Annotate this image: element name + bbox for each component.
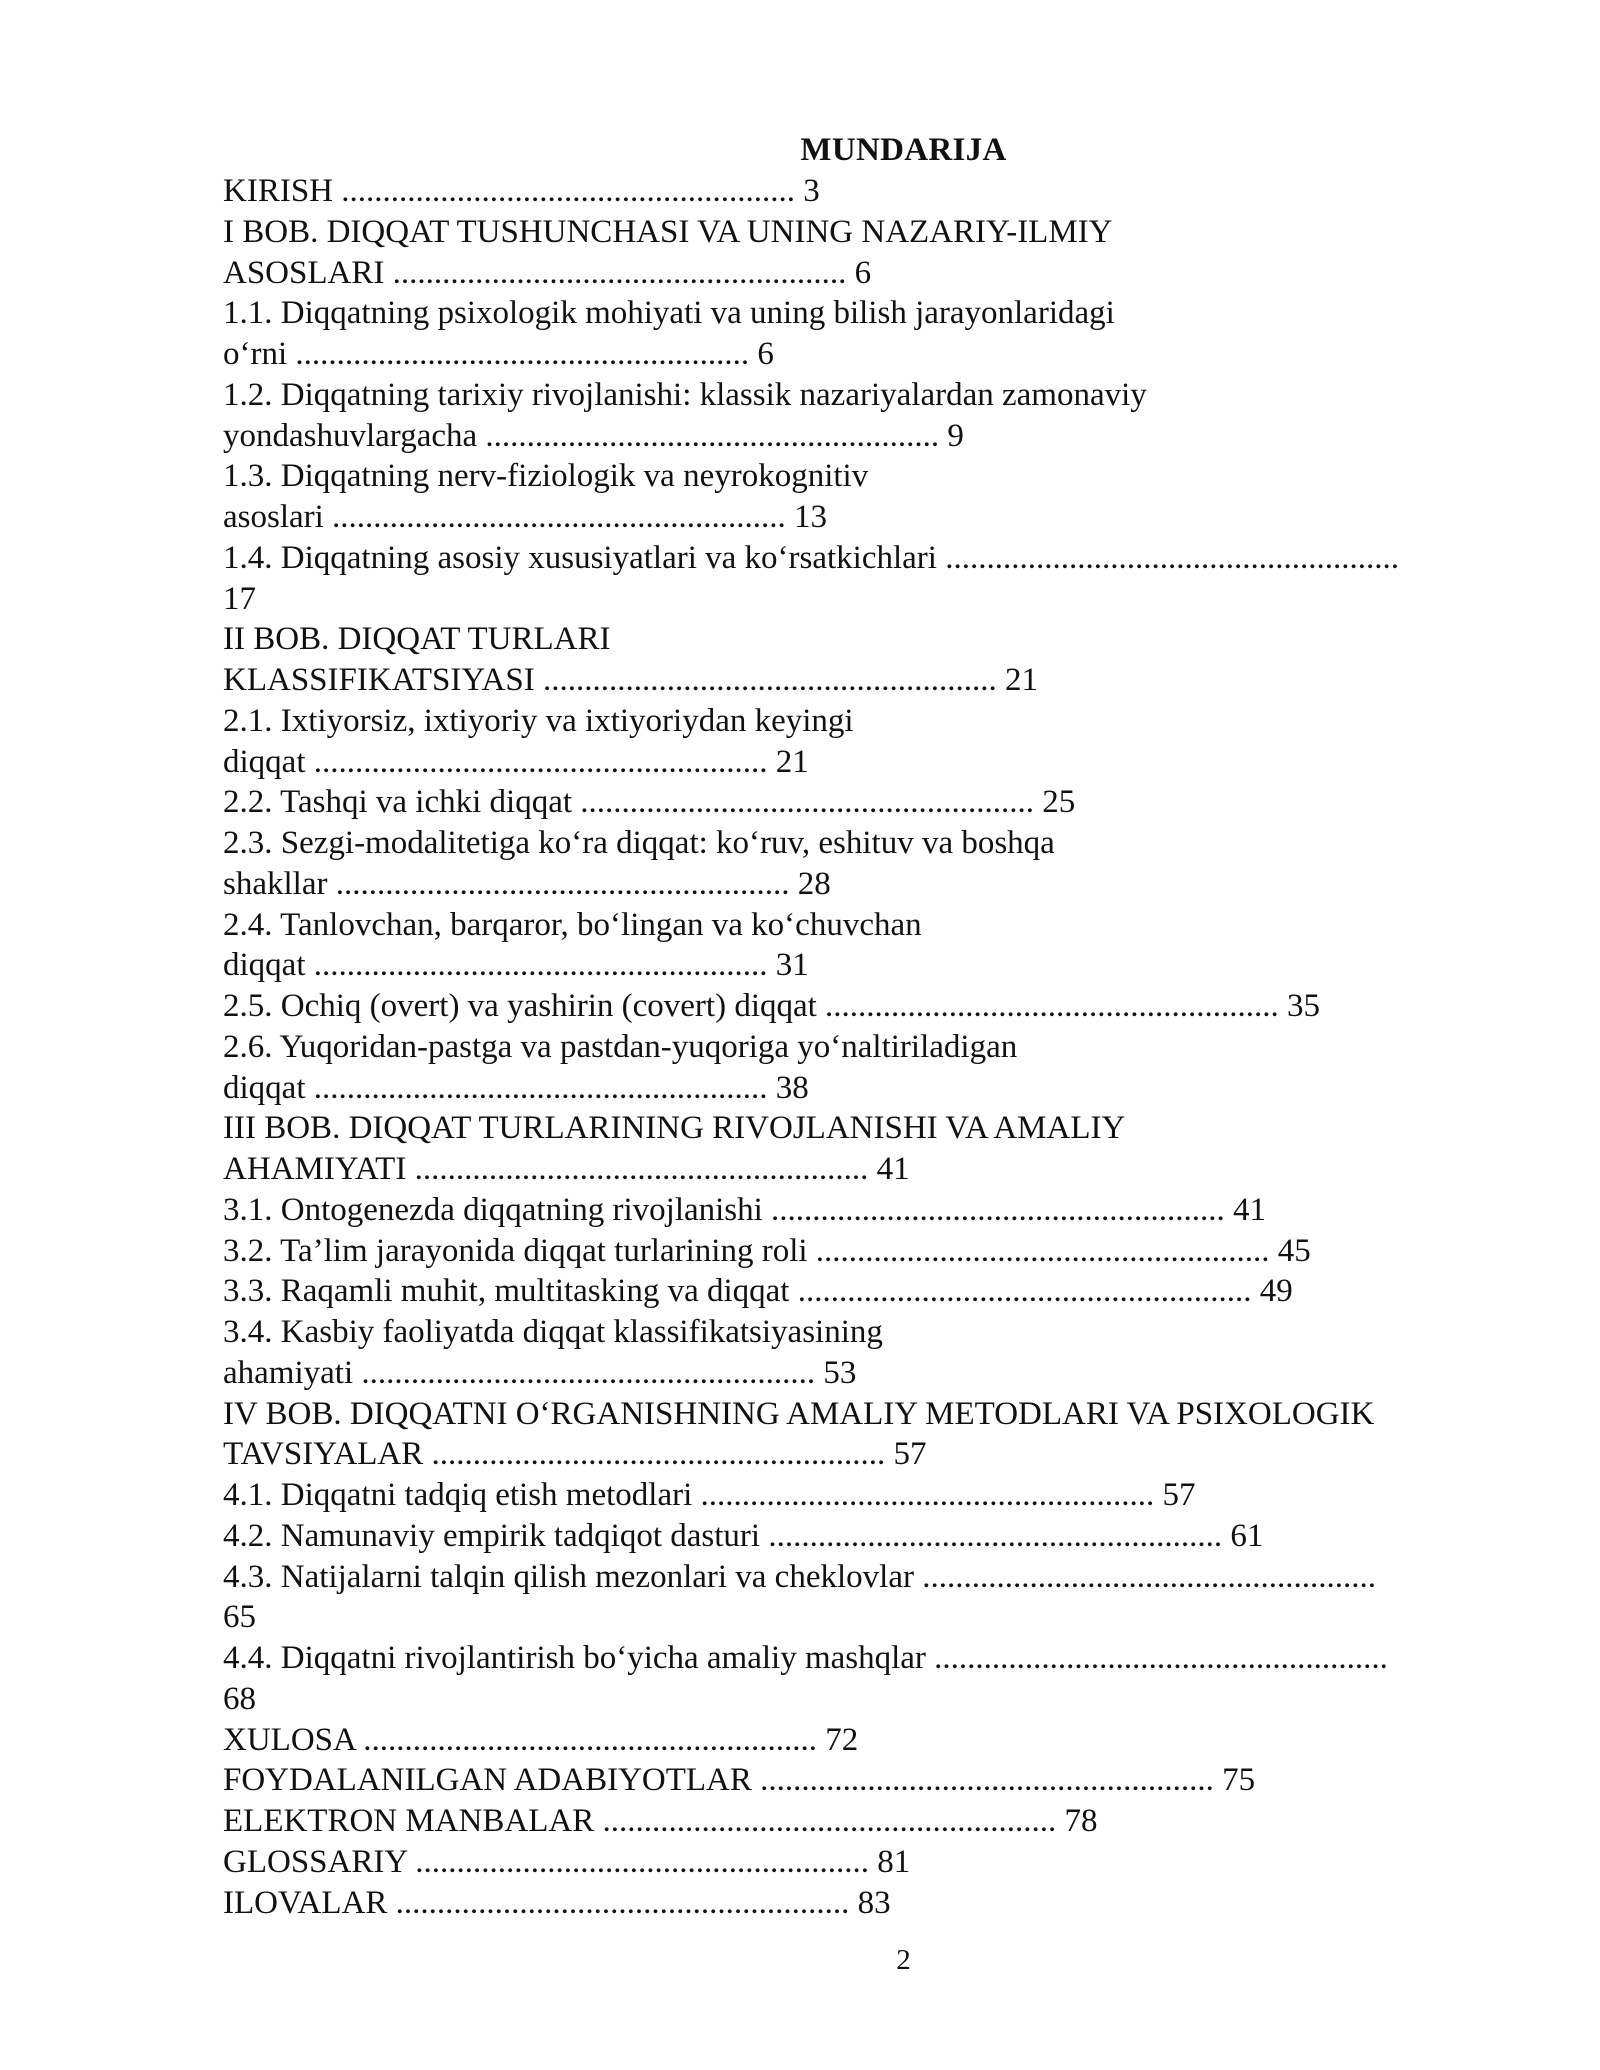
- page-number: 2: [896, 1944, 911, 1976]
- toc-line: 1.1. Diqqatning psixologik mohiyati va uning bilish jarayonlaridagi: [223, 295, 1115, 332]
- toc-line: 3.2. Ta’lim jarayonida diqqat turlarining roli ....................................................... 45: [223, 1232, 1311, 1269]
- toc-line: 4.2. Namunaviy empirik tadqiqot dasturi ....................................................... 61: [223, 1517, 1264, 1554]
- toc-line: 4.1. Diqqatni tadqiq etish metodlari ....................................................... 57: [223, 1477, 1196, 1513]
- table-of-contents: [223, 171, 1513, 1923]
- toc-line: yondashuvlargacha ....................................................... 9: [223, 417, 964, 454]
- toc-line: 2.5. Ochiq (overt) va yashirin (covert) diqqat ....................................................... 35: [223, 988, 1321, 1024]
- toc-line: IV BOB. DIQQATNI O‘RGANISHNING AMALIY METODLARI VA PSIXOLOGIK: [223, 1395, 1375, 1432]
- toc-line: ASOSLARI ....................................................... 6: [223, 254, 872, 291]
- toc-line: 2.3. Sezgi-modalitetiga ko‘ra diqqat: ko‘ruv, eshituv va boshqa: [223, 825, 1055, 861]
- toc-line: 17: [223, 580, 256, 617]
- toc-line: 1.3. Diqqatning nerv-fiziologik va neyrokognitiv: [223, 458, 869, 495]
- toc-line: XULOSA ....................................................... 72: [223, 1721, 859, 1758]
- toc-line: 2.2. Tashqi va ichki diqqat ....................................................... 25: [223, 784, 1076, 821]
- toc-line: shakllar ....................................................... 28: [223, 865, 831, 902]
- toc-line: ELEKTRON MANBALAR ....................................................... 78: [223, 1803, 1098, 1839]
- toc-line: 3.3. Raqamli muhit, multitasking va diqqat ....................................................... 49: [223, 1273, 1293, 1310]
- toc-line: KIRISH ....................................................... 3: [223, 173, 820, 209]
- toc-line: 65: [223, 1599, 256, 1636]
- toc-line: ILOVALAR ....................................................... 83: [223, 1884, 891, 1921]
- toc-line: 1.4. Diqqatning asosiy xususiyatlari va ko‘rsatkichlari .......................................................: [223, 539, 1399, 576]
- toc-line: 3.1. Ontogenezda diqqatning rivojlanishi ....................................................... 41: [223, 1191, 1267, 1228]
- toc-line: diqqat ....................................................... 31: [223, 947, 809, 984]
- toc-line: 4.4. Diqqatni rivojlantirish bo‘yicha amaliy mashqlar .......................................................: [223, 1640, 1388, 1676]
- toc-line: 4.3. Natijalarni talqin qilish mezonlari va cheklovlar .......................................................: [223, 1558, 1376, 1595]
- toc-line: GLOSSARIY ....................................................... 81: [223, 1843, 911, 1880]
- toc-line: 3.4. Kasbiy faoliyatda diqqat klassifikatsiyasining: [223, 1314, 883, 1350]
- toc-line: o‘rni ....................................................... 6: [223, 336, 774, 372]
- toc-line: KLASSIFIKATSIYASI ....................................................... 21: [223, 662, 1038, 698]
- toc-line: II BOB. DIQQAT TURLARI: [223, 621, 611, 658]
- toc-line: III BOB. DIQQAT TURLARINING RIVOJLANISHI VA AMALIY: [223, 1110, 1126, 1147]
- page-title: MUNDARIJA: [800, 132, 1007, 168]
- toc-line: 2.6. Yuqoridan-pastga va pastdan-yuqoriga yo‘naltiriladigan: [223, 1028, 1018, 1065]
- toc-line: diqqat ....................................................... 38: [223, 1069, 809, 1106]
- toc-line: 2.1. Ixtiyorsiz, ixtiyoriy va ixtiyoriydan keyingi: [223, 702, 854, 739]
- toc-line: 1.2. Diqqatning tarixiy rivojlanishi: klassik nazariyalardan zamonaviy: [223, 376, 1147, 413]
- toc-line: 2.4. Tanlovchan, barqaror, bo‘lingan va ko‘chuvchan: [223, 906, 922, 943]
- toc-line: asoslari ....................................................... 13: [223, 499, 828, 535]
- toc-line: FOYDALANILGAN ADABIYOTLAR ....................................................... 75: [223, 1762, 1256, 1799]
- toc-line: I BOB. DIQQAT TUSHUNCHASI VA UNING NAZARIY-ILMIY: [223, 213, 1113, 250]
- toc-line: ahamiyati ....................................................... 53: [223, 1354, 857, 1391]
- toc-line: AHAMIYATI ....................................................... 41: [223, 1151, 910, 1187]
- toc-line: TAVSIYALAR ....................................................... 57: [223, 1436, 927, 1473]
- toc-line: diqqat ....................................................... 21: [223, 743, 809, 780]
- toc-line: 68: [223, 1680, 256, 1717]
